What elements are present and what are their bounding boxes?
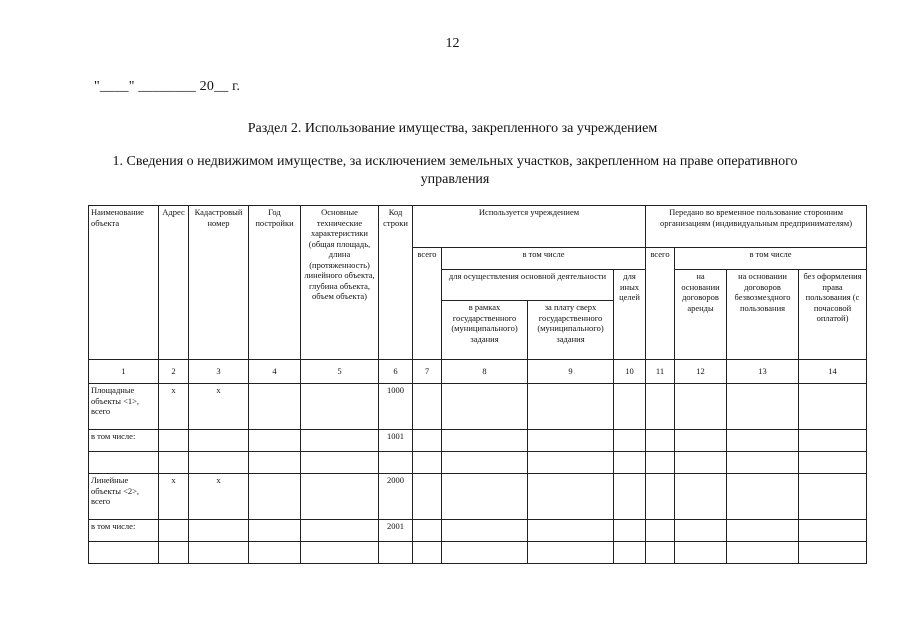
row-value-cell-col-11[interactable]: [646, 430, 675, 452]
row-address-cell: x: [159, 384, 189, 430]
header-free-use-agreements: на основании договоров безвозмездного пользования: [727, 270, 799, 360]
row-value-cell-col-7[interactable]: [413, 430, 442, 452]
column-number: 6: [379, 360, 413, 384]
table-row: [89, 430, 867, 452]
section-title: Раздел 2. Использование имущества, закрепленного за учреждением: [247, 121, 658, 136]
row-technical-specs-cell[interactable]: [301, 520, 379, 542]
row-value-cell-col-11[interactable]: [646, 474, 675, 520]
row-value-cell-col-14[interactable]: [799, 384, 867, 430]
row-value-cell-col-9[interactable]: [528, 520, 614, 542]
row-name-cell: [89, 542, 159, 564]
row-code-cell: 2001: [379, 520, 413, 542]
row-name-cell: Линейные объекты <2>, всего: [89, 474, 159, 520]
row-construction-year-cell[interactable]: [249, 384, 301, 430]
row-value-cell-col-8[interactable]: [442, 542, 528, 564]
row-value-cell-col-9[interactable]: [528, 542, 614, 564]
row-code-cell: 1000: [379, 384, 413, 430]
row-construction-year-cell[interactable]: [249, 452, 301, 474]
row-value-cell-col-12[interactable]: [675, 520, 727, 542]
row-value-cell-col-8[interactable]: [442, 384, 528, 430]
column-number: 13: [727, 360, 799, 384]
row-construction-year-cell[interactable]: [249, 542, 301, 564]
table-row: [89, 452, 867, 474]
row-technical-specs-cell[interactable]: [301, 430, 379, 452]
header-transferred-temporary-use: Передано во временное пользование сторонним организациям (индивидуальным предпринимателям): [646, 206, 867, 248]
column-number: 9: [528, 360, 614, 384]
header-object-name: Наименование объекта: [89, 206, 159, 360]
header-without-formalizing: без оформления права пользования (с почасовой оплатой): [799, 270, 867, 360]
row-value-cell-col-14[interactable]: [799, 520, 867, 542]
header-line-code: Код строки: [379, 206, 413, 360]
header-paid-above-assignment: за плату сверх государственного (муниципального) задания: [528, 301, 614, 360]
row-cadastral-cell: x: [189, 384, 249, 430]
header-main-activity: для осуществления основной деятельности: [442, 270, 614, 301]
row-name-cell: в том числе:: [89, 520, 159, 542]
row-address-cell: [159, 520, 189, 542]
column-number: 4: [249, 360, 301, 384]
row-value-cell-col-9[interactable]: [528, 430, 614, 452]
row-value-cell-col-14[interactable]: [799, 474, 867, 520]
header-including-used: в том числе: [442, 248, 646, 270]
row-value-cell-col-12[interactable]: [675, 474, 727, 520]
column-number: 10: [614, 360, 646, 384]
property-table: [88, 205, 867, 564]
row-value-cell-col-7[interactable]: [413, 452, 442, 474]
row-value-cell-col-9[interactable]: [528, 474, 614, 520]
column-number: 2: [159, 360, 189, 384]
table-row: [89, 520, 867, 542]
row-value-cell-col-14[interactable]: [799, 542, 867, 564]
column-number: 11: [646, 360, 675, 384]
row-value-cell-col-7[interactable]: [413, 542, 442, 564]
table-row: [89, 384, 867, 430]
header-construction-year: Год постройки: [249, 206, 301, 360]
row-value-cell-col-8[interactable]: [442, 520, 528, 542]
row-value-cell-col-11[interactable]: [646, 520, 675, 542]
row-value-cell-col-8[interactable]: [442, 452, 528, 474]
row-value-cell-col-10[interactable]: [614, 520, 646, 542]
table-body: [89, 384, 867, 564]
row-address-cell: [159, 542, 189, 564]
row-value-cell-col-10[interactable]: [614, 452, 646, 474]
row-value-cell-col-12[interactable]: [675, 542, 727, 564]
row-value-cell-col-10[interactable]: [614, 474, 646, 520]
row-cadastral-cell: [189, 520, 249, 542]
row-address-cell: [159, 452, 189, 474]
row-value-cell-col-10[interactable]: [614, 384, 646, 430]
row-value-cell-col-11[interactable]: [646, 542, 675, 564]
row-construction-year-cell[interactable]: [249, 474, 301, 520]
row-code-cell: 1001: [379, 430, 413, 452]
row-construction-year-cell[interactable]: [249, 430, 301, 452]
row-cadastral-cell: x: [189, 474, 249, 520]
row-value-cell-col-11[interactable]: [646, 452, 675, 474]
header-including-transferred: в том числе: [675, 248, 867, 270]
row-technical-specs-cell[interactable]: [301, 384, 379, 430]
row-name-cell: в том числе:: [89, 430, 159, 452]
header-address: Адрес: [159, 206, 189, 360]
subsection-title: 1. Сведения о недвижимом имуществе, за исключением земельных участков, закрепленном на праве оперативного управления: [112, 154, 798, 187]
header-other-purposes: для иных целей: [614, 270, 646, 360]
row-value-cell-col-14[interactable]: [799, 430, 867, 452]
row-value-cell-col-7[interactable]: [413, 384, 442, 430]
row-value-cell-col-13[interactable]: [727, 520, 799, 542]
row-code-cell: [379, 542, 413, 564]
row-value-cell-col-13[interactable]: [727, 452, 799, 474]
header-used-by-institution: Используется учреждением: [413, 206, 646, 248]
row-value-cell-col-8[interactable]: [442, 474, 528, 520]
column-number: 3: [189, 360, 249, 384]
row-value-cell-col-13[interactable]: [727, 430, 799, 452]
column-number: 1: [89, 360, 159, 384]
row-name-cell: Площадные объекты <1>, всего: [89, 384, 159, 430]
row-value-cell-col-13[interactable]: [727, 542, 799, 564]
header-total-transferred: всего: [646, 248, 675, 360]
column-number: 12: [675, 360, 727, 384]
row-cadastral-cell: [189, 430, 249, 452]
row-code-cell: 2000: [379, 474, 413, 520]
column-number: 8: [442, 360, 528, 384]
row-address-cell: x: [159, 474, 189, 520]
header-technical-specs: Основные технические характеристики (общая площадь, длина (протяженность) линейного объекта, глубина объекта, объем объекта): [301, 206, 379, 360]
header-lease-agreements: на основании договоров аренды: [675, 270, 727, 360]
table-row: [89, 474, 867, 520]
table-row: [89, 542, 867, 564]
row-value-cell-col-12[interactable]: [675, 452, 727, 474]
row-value-cell-col-7[interactable]: [413, 474, 442, 520]
row-value-cell-col-7[interactable]: [413, 520, 442, 542]
row-name-cell: [89, 452, 159, 474]
row-construction-year-cell[interactable]: [249, 520, 301, 542]
header-cadastral-number: Кадастровый номер: [189, 206, 249, 360]
date-line: "____" ________ 20__ г.: [94, 79, 241, 94]
row-value-cell-col-12[interactable]: [675, 384, 727, 430]
row-value-cell-col-10[interactable]: [614, 542, 646, 564]
row-technical-specs-cell[interactable]: [301, 542, 379, 564]
row-technical-specs-cell[interactable]: [301, 452, 379, 474]
row-value-cell-col-10[interactable]: [614, 430, 646, 452]
row-cadastral-cell: [189, 542, 249, 564]
row-value-cell-col-11[interactable]: [646, 384, 675, 430]
row-code-cell: [379, 452, 413, 474]
row-value-cell-col-13[interactable]: [727, 474, 799, 520]
row-value-cell-col-14[interactable]: [799, 452, 867, 474]
row-value-cell-col-9[interactable]: [528, 384, 614, 430]
row-technical-specs-cell[interactable]: [301, 474, 379, 520]
header-state-assignment: в рамках государственного (муниципального) задания: [442, 301, 528, 360]
row-value-cell-col-12[interactable]: [675, 430, 727, 452]
column-number: 14: [799, 360, 867, 384]
row-value-cell-col-8[interactable]: [442, 430, 528, 452]
page-number: 12: [445, 36, 460, 51]
row-cadastral-cell: [189, 452, 249, 474]
column-number: 7: [413, 360, 442, 384]
row-value-cell-col-13[interactable]: [727, 384, 799, 430]
row-address-cell: [159, 430, 189, 452]
column-numbers-row: [89, 360, 867, 384]
header-total-used: всего: [413, 248, 442, 360]
column-number: 5: [301, 360, 379, 384]
row-value-cell-col-9[interactable]: [528, 452, 614, 474]
